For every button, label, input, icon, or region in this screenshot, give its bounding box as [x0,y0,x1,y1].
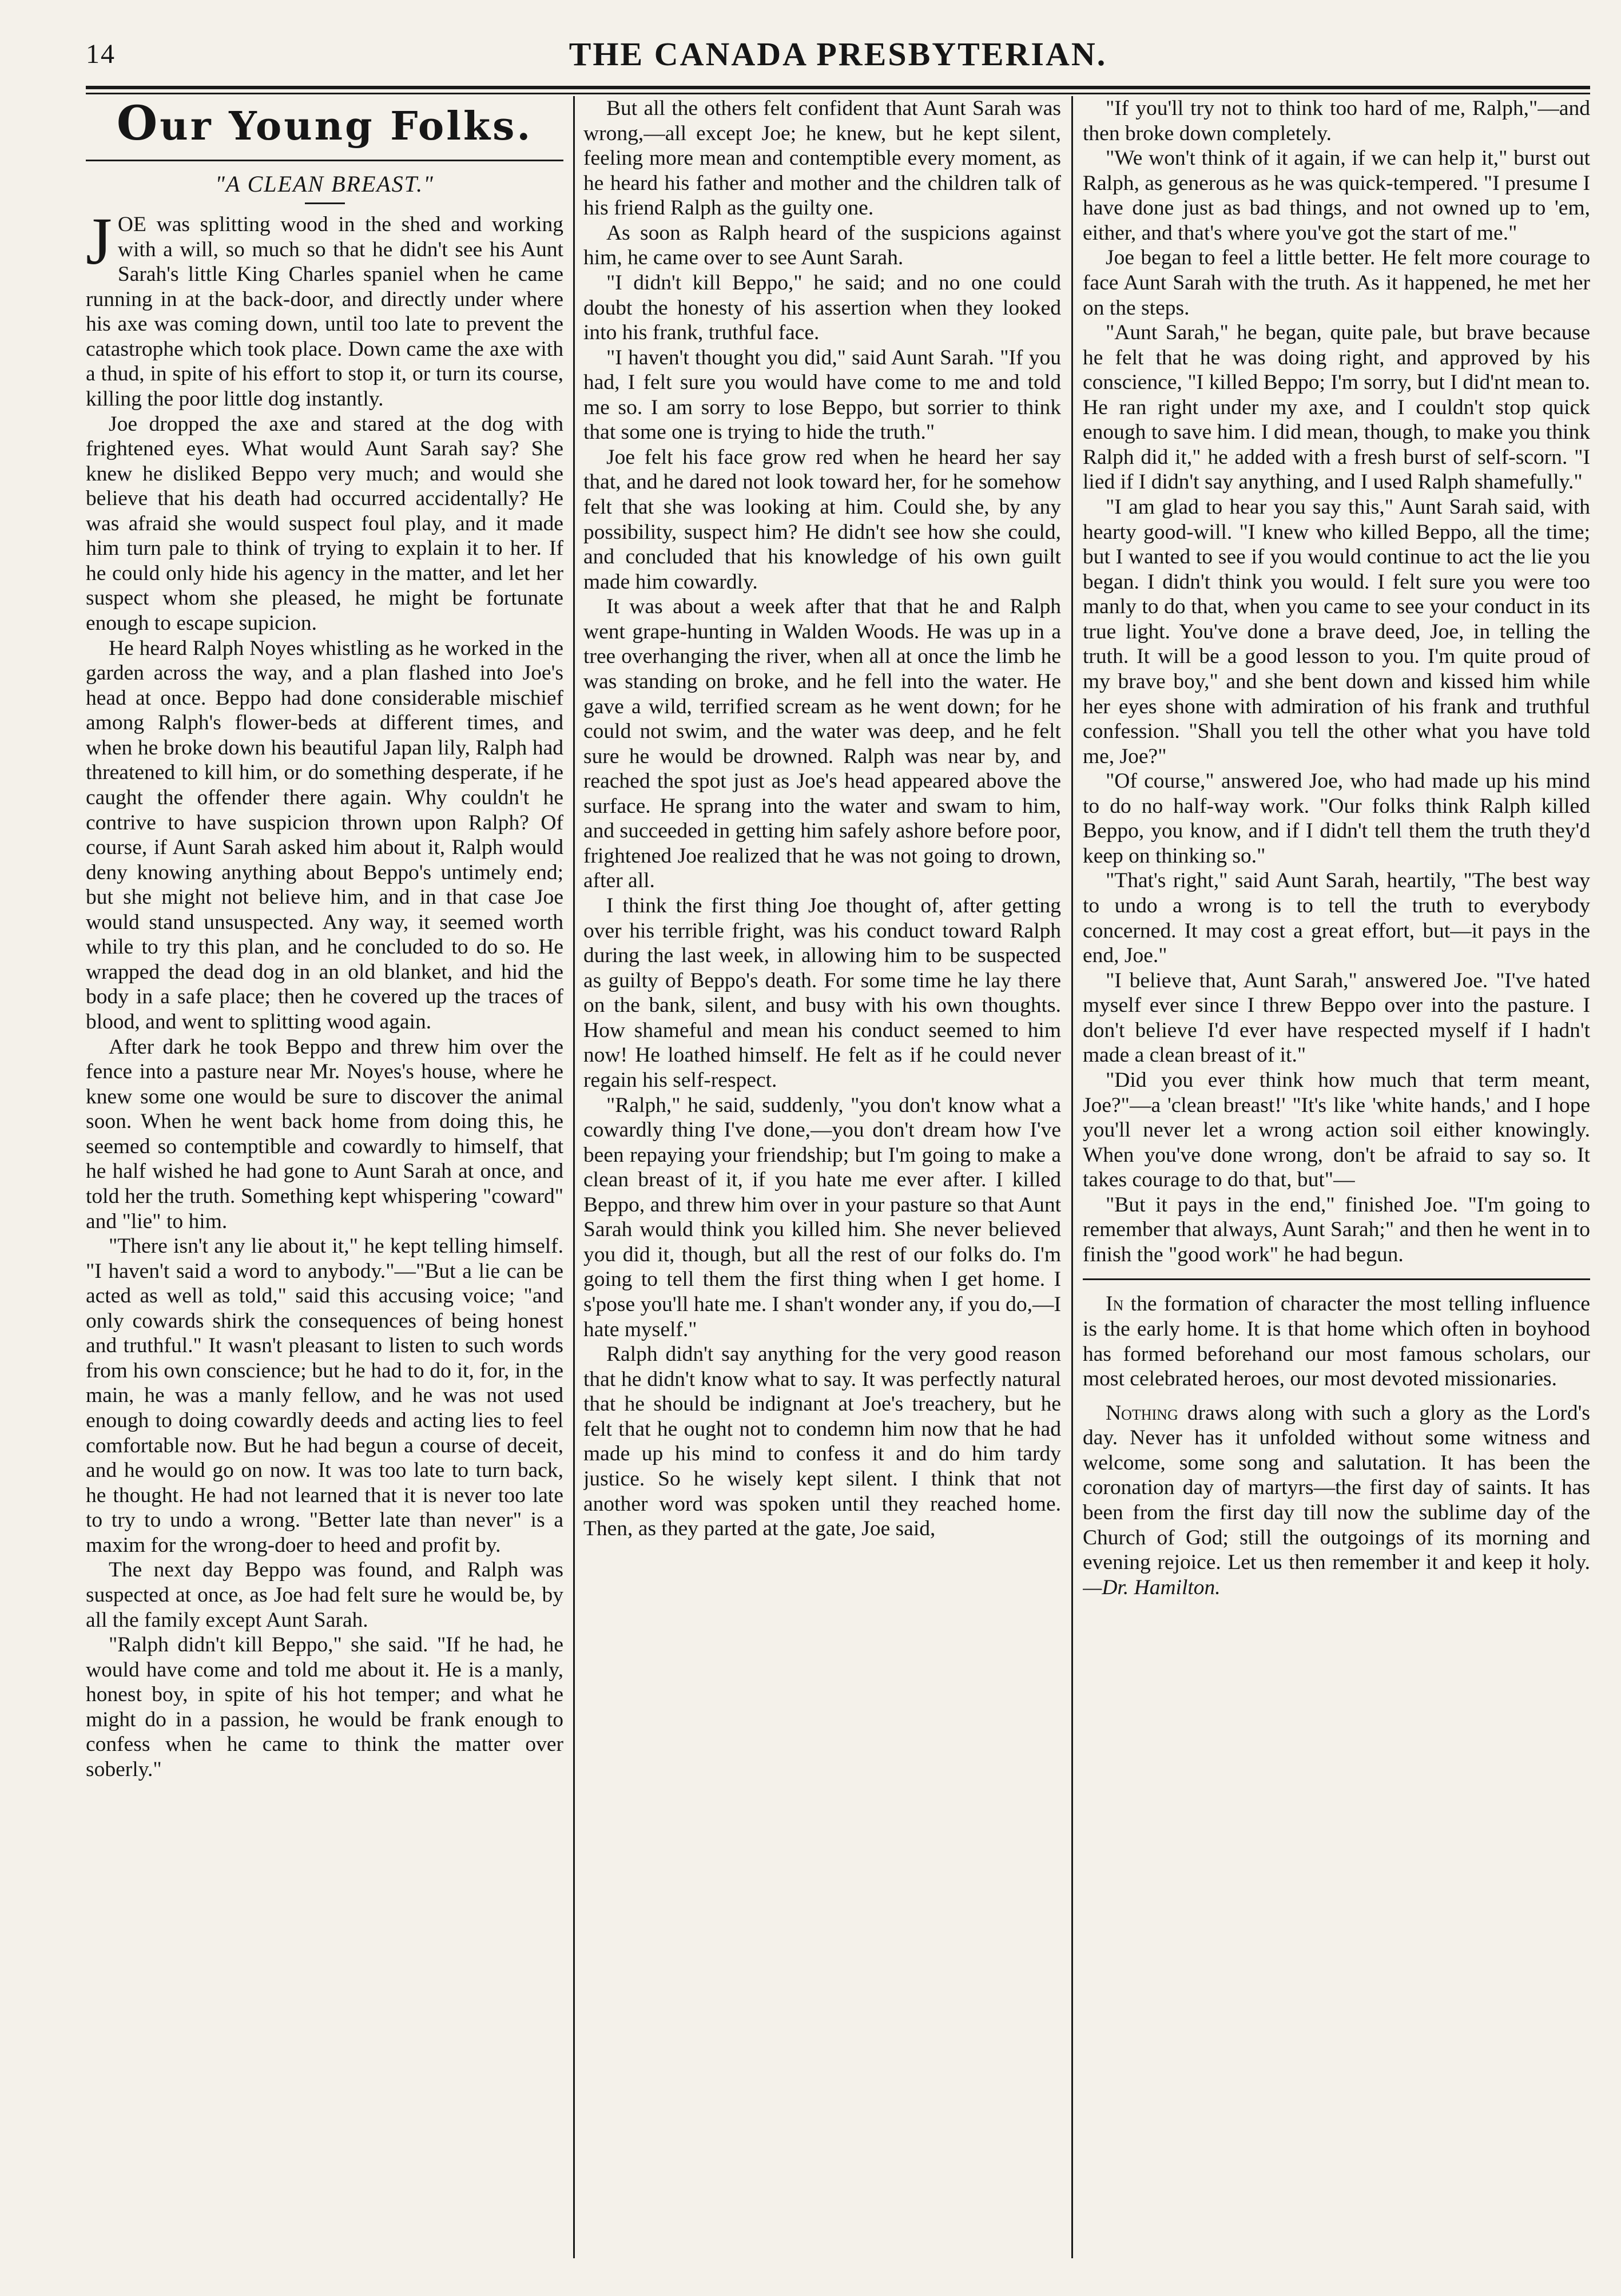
story-paragraph: After dark he took Beppo and threw him over the fence into a pasture near Mr. Noyes's house, where he knew some one would be sure to discover the animal soon. When he went back home from doing this, he seemed so contemptible and cowardly to himself, that he half wished he had gone to Aunt Sarah at once, and told her the truth. Something kept whispering "coward" and "lie" to him. [86,1035,563,1233]
header-rule-thick [86,86,1590,89]
story-paragraph: Joe felt his face grow red when he heard her say that, and he dared not look toward her, for he somehow felt that she was looking at him. Could she, by any possibility, suspect him? He didn't see how she could, and concluded that his knowledge of his own guilt made him cowardly. [583,445,1061,594]
story-paragraph: "If you'll try not to think too hard of me, Ralph,"—and then broke down completely. [1083,97,1590,145]
story-paragraph: The next day Beppo was found, and Ralph was suspected at once, as Joe had felt sure he would be, by all the family except Aunt Sarah. [86,1558,563,1632]
filler-lead: Nothing [1106,1401,1178,1425]
story-paragraph: "We won't think of it again, if we can help it," burst out Ralph, as generous as he was quick-tempered. "I presume I have done just as bad things, and not owned up to 'em, either, and that's where you've got the start of me." [1083,146,1590,245]
column-1 [86,96,563,2258]
story-paragraph: JOE was splitting wood in the shed and working with a will, so much so that he didn't see his Aunt Sarah's little King Charles spaniel when he came running in at the back-door, and directly under where his axe was coming down, until too late to prevent the catastrophe which took place. Down came the axe with a thud, in spite of his effort to stop it, or turn its course, killing the poor little dog instantly. [86,204,563,411]
story-paragraph: "But it pays in the end," finished Joe. "I'm going to remember that always, Aunt Sarah;" and then he went in to finish the "good work" he had begun. [1083,1193,1590,1266]
story-paragraph: "I believe that, Aunt Sarah," answered Joe. "I've hated myself ever since I threw Beppo over into the pasture. I don't believe I'd ever have respected myself if I hadn't made a clean breast of it." [1083,968,1590,1067]
story-paragraph: It was about a week after that that he and Ralph went grape-hunting in Walden Woods. He was up in a tree overhanging the river, when all at once the limb he was standing on broke, and he fell into the water. He gave a wild, terrified scream as he went down; for he could not swim, and the water was deep, and he felt sure he would be drowned. Ralph was near by, and reached the spot just as Joe's head appeared above the surface. He sprang into the water and swam to him, and succeeded in getting him safely ashore before poor, frightened Joe realized that he was not going to drown, after all. [583,595,1061,893]
section-title: Our Young Folks. [116,96,533,151]
story-title: "A CLEAN BREAST." [215,171,434,197]
story-paragraph: "Of course," answered Joe, who had made up his mind to do no half-way work. "Our folks think Ralph killed Beppo, you know, and if I didn't tell them the truth they'd keep on thinking so." [1083,769,1590,868]
story-paragraph: "Ralph," he said, suddenly, "you don't know what a cowardly thing I've done,—you don't dream how I've been repaying your friendship; but I'm going to make a clean breast of it, if you hate me ever after. I killed Beppo, and threw him over in your pasture so that Aunt Sarah would think you killed him. She never believed you did it, though, but all the rest of our folks do. I'm going to tell them the first thing when I get home. I s'pose you'll hate me. I shan't wonder any, if you do,—I hate myself." [583,1093,1061,1341]
story-paragraph: "Ralph didn't kill Beppo," she said. "If he had, he would have come and told me about it. He is a manly, honest boy, in spite of his hot temper; and what he might do in a passion, he would be frank enough to confess when he came to think the matter over soberly." [86,1633,563,1781]
story-paragraph: Ralph didn't say anything for the very good reason that he didn't know what to say. It was perfectly natural that he should be indignant at Joe's treachery, but he felt that he ought not to condemn him now that he had made up his mind to confess it and do him tardy justice. So he wisely kept silent. I think that not another word was spoken until they reached home. Then, as they parted at the gate, Joe said, [583,1342,1061,1541]
attribution: —Dr. Hamilton. [1083,1575,1221,1599]
story-paragraph: As soon as Ralph heard of the suspicions against him, he came over to see Aunt Sarah. [583,221,1061,270]
story-paragraph: "That's right," said Aunt Sarah, heartily, "The best way to undo a wrong is to tell the truth to everybody concerned. It may cost a great effort, but—it pays in the end, Joe." [1083,869,1590,968]
story-paragraph: "I am glad to hear you say this," Aunt Sarah said, with hearty good-will. "I knew who killed Beppo, all the time; but I wanted to see if you would continue to act the lie you began. I didn't think you would. I felt sure you were too manly to do that, when you came to see your conduct in its true light. You've done a brave deed, Joe, in telling the truth. It will be a good lesson to you. I'm quite proud of my brave boy," and she bent down and kissed him while her eyes shone with admiration of his frank and truthful confession. "Shall you tell the other what you have told me, Joe?" [1083,495,1590,768]
story-paragraph: He heard Ralph Noyes whistling as he worked in the garden across the way, and a plan flashed into Joe's head at once. Beppo had done considerable mischief among Ralph's flower-beds at different times, and when he broke down his beautiful Japan lily, Ralph had threatened to kill him, or do something desperate, if he caught the offender there again. Why couldn't he contrive to have suspicion thrown upon Ralph? Of course, if Aunt Sarah asked him about it, Ralph would deny knowing anything about Beppo's untimely end; but she might not believe him, and in that case Joe would stand unsuspected. Any way, it seemed worth while to try this plan, and he concluded to do so. He wrapped the dead dog in an old blanket, and hid the body in a safe place; then he covered up the traces of blood, and went to splitting wood again. [86,636,563,1034]
story-title-rule [305,202,345,204]
filler-lead: In [1106,1292,1124,1316]
running-title: THE CANADA PRESBYTERIAN. [569,35,1107,73]
column-2 [583,96,1061,2258]
story-paragraph: I think the first thing Joe thought of, after getting over his terrible fright, was his conduct toward Ralph during the last week, in allowing him to be suspected as guilty of Beppo's death. For some time he lay there on the bank, silent, and busy with his own thoughts. How shameful and mean his conduct seemed to him now! He loathed himself. He felt as if he could never regain his self-respect. [583,894,1061,1092]
story-paragraph: Joe dropped the axe and stared at the dog with frightened eyes. What would Aunt Sarah say? She knew he disliked Beppo very much; and would she believe that his death had occurred accidentally? He was afraid she would suspect foul play, and it made him turn pale to think of trying to explain it to her. If he could only hide his agency in the matter, and let her suspect whom she pleased, he might be fortunate enough to escape supicion. [86,412,563,635]
filler-divider [1083,1278,1590,1280]
column-divider [1071,96,1073,2258]
story-paragraph: "Did you ever think how much that term meant, Joe?"—a 'clean breast!' "It's like 'white hands,' and I hope you'll never let a wrong action soil either knowingly. When you've done wrong, don't be afraid to say so. It takes courage to do that, but"— [1083,1068,1590,1192]
filler-paragraph: In the formation of character the most telling influence is the early home. It is that home which often in boyhood has formed beforehand our most famous scholars, our most celebrated heroes, our most devoted missionaries. [1083,1292,1590,1391]
story-paragraph: "There isn't any lie about it," he kept telling himself. "I haven't said a word to anybody."—"But a lie can be acted as well as told," said this accusing voice; "and only cowards shirk the consequences of being honest and truthful." It wasn't pleasant to listen to such words from his own conscience; but he had to do it, for, in the main, he was a manly fellow, and he was not used enough to doing cowardly deeds and acting lies to feel comfortable now. But he had begun a course of deceit, and he would go on now. It was too late to turn back, he thought. He had not learned that it is never too late to try to undo a wrong. "Better late than never" is a maxim for the wrong-doer to heed and profit by. [86,1234,563,1557]
page-header [86,31,1590,77]
story-paragraph: "I didn't kill Beppo," he said; and no one could doubt the honesty of his assertion when they looked into his frank, truthful face. [583,271,1061,345]
drop-cap: J [86,204,112,279]
filler-paragraph: Nothing draws along with such a glory as the Lord's day. Never has it unfolded without some witness and welcome, some song and salutation. It has been the coronation day of martyrs—the first day of saints. It has been from the first day till now the sublime day of the Church of God; still the outgoings of its morning and evening rejoice. Let us then remember it and keep it holy.—Dr. Hamilton. [1083,1401,1590,1599]
column-divider [573,96,575,2258]
column-3 [1083,96,1590,2258]
page-number: 14 [86,39,116,69]
section-title-rule [86,160,563,161]
header-rule-thin [86,93,1590,94]
story-paragraph: Joe began to feel a little better. He felt more courage to face Aunt Sarah with the truth. As it happened, he met her on the steps. [1083,246,1590,320]
story-paragraph: "Aunt Sarah," he began, quite pale, but brave because he felt that he was doing right, and approved by his conscience, "I killed Beppo; I'm sorry, but I did'nt mean to. He ran right under my axe, and I couldn't stop quick enough to save him. I did mean, though, to make you think Ralph did it," he added with a fresh burst of self-scorn. "I lied if I didn't say anything, and I used Ralph shamefully." [1083,321,1590,494]
story-paragraph: But all the others felt confident that Aunt Sarah was wrong,—all except Joe; he knew, but he kept silent, feeling more mean and contemptible every moment, as he heard his father and mother and the children talk of his friend Ralph as the guilty one. [583,97,1061,220]
story-paragraph: "I haven't thought you did," said Aunt Sarah. "If you had, I felt sure you would have come to me and told me so. I am sorry to lose Beppo, but sorrier to think that some one is trying to hide the truth." [583,345,1061,444]
